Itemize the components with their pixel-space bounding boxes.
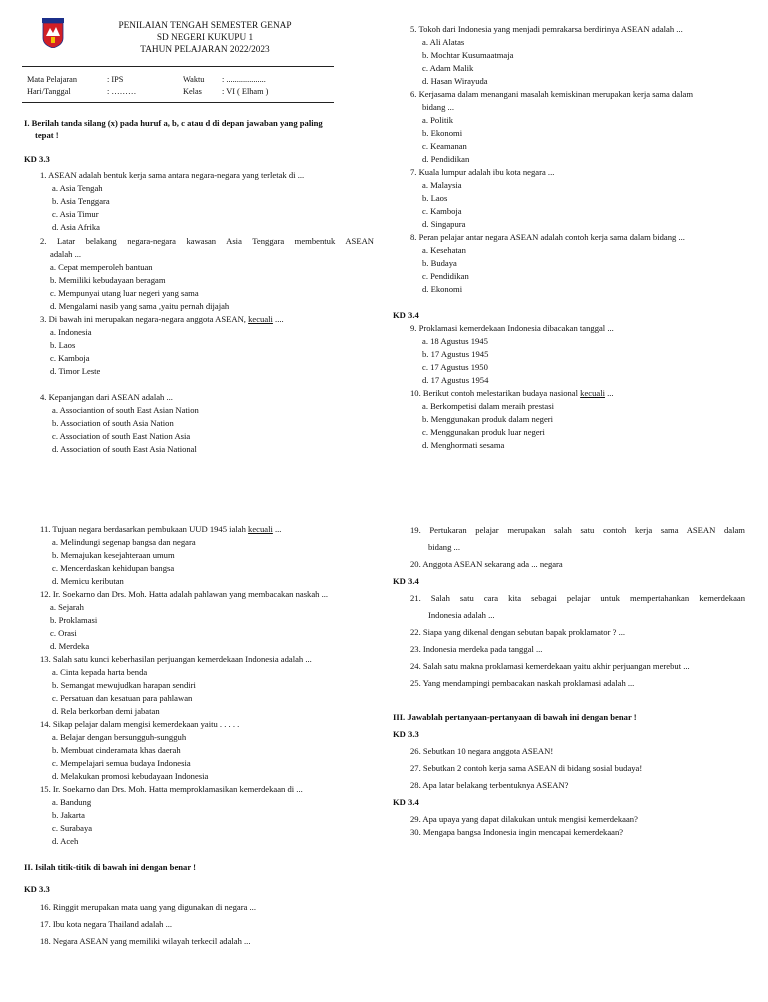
option: a. Asia Tengah <box>52 183 103 193</box>
question-15: 15. Ir. Soekarno dan Drs. Moh. Hatta memproklamasikan kemerdekaan di ... <box>40 784 303 794</box>
question-1: 1. ASEAN adalah bentuk kerja sama antara negara-negara yang terletak di ... <box>40 170 305 180</box>
option: a. Cinta kepada harta benda <box>52 667 148 677</box>
question-2-cont: adalah ... <box>50 249 82 259</box>
question-19: 19. Pertukaran pelajar merupakan salah satu contoh kerja sama ASEAN dalam <box>410 525 745 535</box>
question-28: 28. Apa latar belakang terbentuknya ASEAN? <box>410 780 569 790</box>
option: c. 17 Agustus 1950 <box>422 362 488 372</box>
class-value: : VI ( Elham ) <box>222 87 269 96</box>
option: b. Memajukan kesejahteraan umum <box>52 550 175 560</box>
option: b. Budaya <box>422 258 457 268</box>
option: a. Belajar dengan bersungguh-sungguh <box>52 732 187 742</box>
option: c. Mempelajari semua budaya Indonesia <box>52 758 191 768</box>
option: d. Mengalami nasib yang sama ,yaitu pernah dijajah <box>50 301 230 311</box>
section3-title: III. Jawablah pertanyaan-pertanyaan di bawah ini dengan benar ! <box>393 712 637 722</box>
option: c. Pendidikan <box>422 271 469 281</box>
question-18: 18. Negara ASEAN yang memiliki wilayah terkecil adalah ... <box>40 936 251 946</box>
date-label: Hari/Tanggal <box>27 87 71 96</box>
question-26: 26. Sebutkan 10 negara anggota ASEAN! <box>410 746 554 756</box>
header-rule <box>22 66 334 67</box>
question-23: 23. Indonesia merdeka pada tanggal ... <box>410 644 543 654</box>
time-value: : ................... <box>222 75 266 84</box>
question-19-cont: bidang ... <box>428 542 460 552</box>
school-logo <box>42 18 64 48</box>
option: a. Politik <box>422 115 454 125</box>
section1-title: I. Berilah tanda silang (x) pada huruf a, b, c atau d di depan jawaban yang paling <box>24 118 323 128</box>
option: a. Berkompetisi dalam meraih prestasi <box>422 401 554 411</box>
option: d. 17 Agustus 1954 <box>422 375 489 385</box>
question-21: 21. Salah satu cara kita sebagai pelajar untuk mempertahankan kemerdekaan <box>410 593 745 603</box>
question-13: 13. Salah satu kunci keberhasilan perjuangan kemerdekaan Indonesia adalah ... <box>40 654 312 664</box>
exam-title: PENILAIAN TENGAH SEMESTER GENAP <box>118 21 292 31</box>
option: d. Timor Leste <box>50 366 101 376</box>
academic-year: TAHUN PELAJARAN 2022/2023 <box>140 45 270 55</box>
option: a. Sejarah <box>50 602 84 612</box>
option: a. Cepat memperoleh bantuan <box>50 262 153 272</box>
class-label: Kelas <box>183 87 202 96</box>
kd-heading: KD 3.3 <box>24 154 50 164</box>
option: a. Bandung <box>52 797 92 807</box>
option: c. Keamanan <box>422 141 467 151</box>
question-7: 7. Kuala lumpur adalah ibu kota negara ... <box>410 167 555 177</box>
time-label: Waktu <box>183 75 205 84</box>
question-25: 25. Yang mendampingi pembacakan naskah proklamasi adalah ... <box>410 678 635 688</box>
option: d. Merdeka <box>50 641 90 651</box>
option: c. Mencerdaskan kehidupan bangsa <box>52 563 175 573</box>
subject-value: : IPS <box>107 75 124 84</box>
kd-heading: KD 3.4 <box>393 576 419 586</box>
option: b. Menggunakan produk dalam negeri <box>422 414 554 424</box>
question-6-cont: bidang ... <box>422 102 454 112</box>
question-20: 20. Anggota ASEAN sekarang ada ... negara <box>410 559 563 569</box>
option: b. Laos <box>50 340 76 350</box>
option: b. 17 Agustus 1945 <box>422 349 489 359</box>
option: c. Kamboja <box>50 353 90 363</box>
option: a. Indonesia <box>50 327 92 337</box>
subject-label: Mata Pelajaran <box>27 75 77 84</box>
question-6: 6. Kerjasama dalam menangani masalah kemiskinan merupakan kerja sama dalam <box>410 89 694 99</box>
option: c. Persatuan dan kesatuan para pahlawan <box>52 693 193 703</box>
option: d. Melakukan promosi kebudayaan Indonesia <box>52 771 209 781</box>
option: c. Surabaya <box>52 823 93 833</box>
option: c. Mempunyai utang luar negeri yang sama <box>50 288 199 298</box>
question-27: 27. Sebutkan 2 contoh kerja sama ASEAN di bidang sosial budaya! <box>410 763 643 773</box>
question-29: 29. Apa upaya yang dapat dilakukan untuk mengisi kemerdekaan? <box>410 814 638 824</box>
option: c. Menggunakan produk luar negeri <box>422 427 545 437</box>
option: a. 18 Agustus 1945 <box>422 336 488 346</box>
question-5: 5. Tokoh dari Indonesia yang menjadi pemrakarsa berdirinya ASEAN adalah ... <box>410 24 683 34</box>
question-8: 8. Peran pelajar antar negara ASEAN adalah contoh kerja sama dalam bidang ... <box>410 232 685 242</box>
option: b. Memiliki kebudayaan beragam <box>50 275 166 285</box>
question-21-cont: Indonesia adalah ... <box>428 610 495 620</box>
kd-heading: KD 3.4 <box>393 310 419 320</box>
question-10: 10. Berikut contoh melestarikan budaya nasional kecuali ... <box>410 388 614 398</box>
option: b. Jakarta <box>52 810 85 820</box>
question-16: 16. Ringgit merupakan mata uang yang digunakan di negara ... <box>40 902 256 912</box>
option: b. Mochtar Kusumaatmaja <box>422 50 514 60</box>
question-4: 4. Kepanjangan dari ASEAN adalah ... <box>40 392 173 402</box>
option: d. Association of south East Asia National <box>52 444 197 454</box>
kd-heading: KD 3.4 <box>393 797 419 807</box>
option: d. Pendidikan <box>422 154 470 164</box>
option: b. Ekonomi <box>422 128 463 138</box>
question-14: 14. Sikap pelajar dalam mengisi kemerdekaan yaitu . . . . . <box>40 719 240 729</box>
kd-heading: KD 3.3 <box>24 884 50 894</box>
option: c. Adam Malik <box>422 63 474 73</box>
question-17: 17. Ibu kota negara Thailand adalah ... <box>40 919 173 929</box>
question-30: 30. Mengapa bangsa Indonesia ingin mencapai kemerdekaan? <box>410 827 624 837</box>
option: a. Kesehatan <box>422 245 466 255</box>
question-3: 3. Di bawah ini merupakan negara-negara anggota ASEAN, kecuali .... <box>40 314 284 324</box>
option: b. Association of south Asia Nation <box>52 418 174 428</box>
option: b. Proklamasi <box>50 615 98 625</box>
question-12: 12. Ir. Soekarno dan Drs. Moh. Hatta adalah pahlawan yang membacakan naskah ... <box>40 589 329 599</box>
option: d. Hasan Wirayuda <box>422 76 488 86</box>
option: b. Laos <box>422 193 448 203</box>
question-24: 24. Salah satu makna proklamasi kemerdekaan yaitu akhir perjuangan merebut ... <box>410 661 690 671</box>
section1-title-cont: tepat ! <box>35 130 59 140</box>
option: d. Rela berkorban demi jabatan <box>52 706 160 716</box>
option: d. Menghormati sesama <box>422 440 505 450</box>
option: c. Orasi <box>50 628 77 638</box>
info-rule <box>22 102 334 103</box>
section2-title: II. Isilah titik-titik di bawah ini dengan benar ! <box>24 862 197 872</box>
option: d. Memicu keributan <box>52 576 124 586</box>
option: c. Asia Timur <box>52 209 99 219</box>
option: d. Asia Afrika <box>52 222 100 232</box>
option: c. Kamboja <box>422 206 462 216</box>
question-2: 2. Latar belakang negara-negara kawasan Asia Tenggara membentuk ASEAN <box>40 236 374 246</box>
school-name: SD NEGERI KUKUPU 1 <box>156 33 254 43</box>
option: b. Asia Tenggara <box>52 196 110 206</box>
date-value: : ……… <box>107 87 137 96</box>
option: d. Singapura <box>422 219 466 229</box>
option: c. Association of south East Nation Asia <box>52 431 191 441</box>
kd-heading: KD 3.3 <box>393 729 419 739</box>
option: a. Ali Alatas <box>422 37 465 47</box>
option: a. Associantion of south East Asian Nation <box>52 405 199 415</box>
question-11: 11. Tujuan negara berdasarkan pembukaan UUD 1945 ialah kecuali ... <box>40 524 282 534</box>
option: a. Melindungi segenap bangsa dan negara <box>52 537 196 547</box>
option: d. Aceh <box>52 836 79 846</box>
question-9: 9. Proklamasi kemerdekaan Indonesia dibacakan tanggal ... <box>410 323 614 333</box>
question-22: 22. Siapa yang dikenal dengan sebutan bapak proklamator ? ... <box>410 627 626 637</box>
option: a. Malaysia <box>422 180 462 190</box>
option: b. Membuat cinderamata khas daerah <box>52 745 181 755</box>
option: d. Ekonomi <box>422 284 463 294</box>
option: b. Semangat mewujudkan harapan sendiri <box>52 680 196 690</box>
